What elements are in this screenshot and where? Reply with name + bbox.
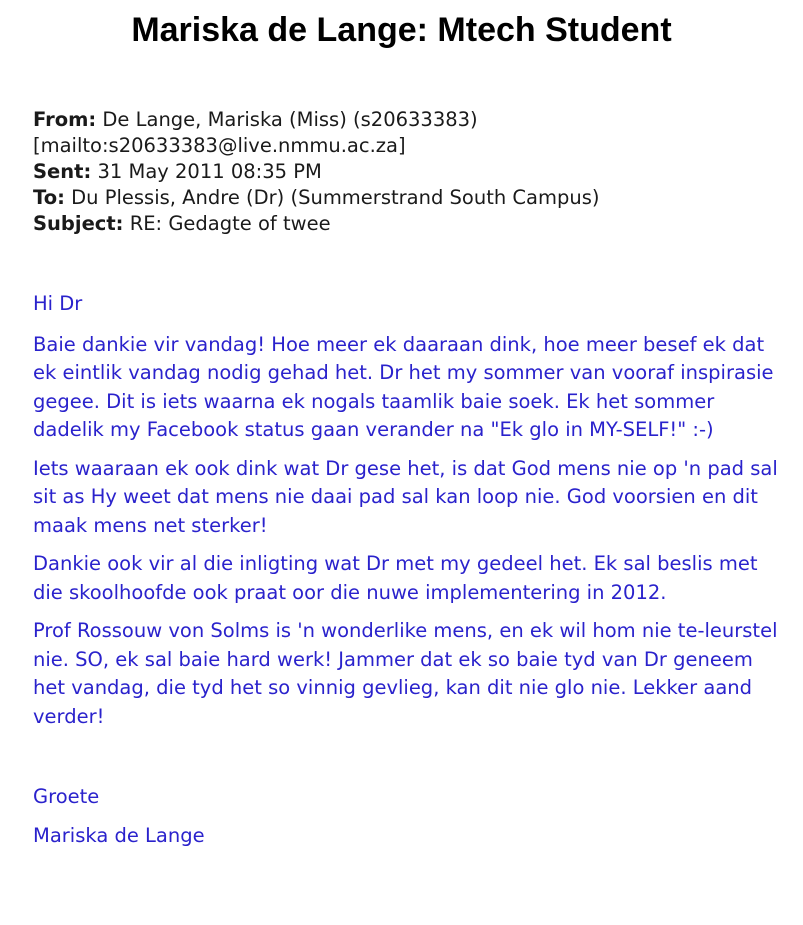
email-message bbox=[33, 107, 785, 850]
to-line bbox=[33, 185, 785, 211]
subject-label: Subject: bbox=[33, 212, 124, 235]
signature: Mariska de Lange bbox=[33, 823, 205, 847]
closing: Groete bbox=[33, 785, 100, 808]
subject-value: RE: Gedagte of twee bbox=[129, 212, 331, 235]
subject-line bbox=[33, 211, 785, 237]
to-value: Du Plessis, Andre (Dr) (Summerstrand South Campus) bbox=[71, 186, 600, 209]
body-paragraph: Prof Rossouw von Solms is 'n wonderlike mens, en ek wil hom nie te-leurstel nie. SO, ek sal baie hard werk! Jammer dat ek so baie tyd van Dr geneem het vandag, die tyd het so vinnig gevlieg, kan dit nie glo nie. Lekker aand verder! bbox=[33, 619, 778, 728]
body-paragraph: Dankie ook vir al die inligting wat Dr met my gedeel het. Ek sal beslis met die skoolhoofde ook praat oor die nuwe implementering in 2012. bbox=[33, 552, 758, 604]
body-paragraph: Baie dankie vir vandag! Hoe meer ek daaraan dink, hoe meer besef ek dat ek eintlik vandag nodig gehad het. Dr het my sommer van vooraf inspirasie gegee. Dit is iets waarna ek nogals taamlik baie soek. Ek het sommer dadelik my Facebook status gaan verander na "Ek glo in MY-SELF!" :-) bbox=[33, 332, 774, 441]
mailto-line: [mailto:s20633383@live.nmmu.ac.za] bbox=[33, 134, 406, 157]
from-value: De Lange, Mariska (Miss) (s20633383) bbox=[102, 108, 478, 131]
email-body bbox=[33, 290, 785, 850]
sent-line bbox=[33, 159, 785, 185]
from-label: From: bbox=[33, 108, 97, 131]
from-line bbox=[33, 107, 785, 133]
greeting: Hi Dr bbox=[33, 292, 83, 315]
sent-label: Sent: bbox=[33, 160, 92, 183]
email-headers bbox=[33, 107, 785, 237]
body-paragraph: Iets waaraan ek ook dink wat Dr gese het, is dat God mens nie op 'n pad sal sit as Hy weet dat mens nie daai pad sal kan loop nie. God voorsien en dit maak mens net sterker! bbox=[33, 456, 778, 537]
slide-title: Mariska de Lange: Mtech Student bbox=[131, 11, 672, 49]
sent-value: 31 May 2011 08:35 PM bbox=[97, 160, 322, 183]
to-label: To: bbox=[33, 186, 65, 209]
